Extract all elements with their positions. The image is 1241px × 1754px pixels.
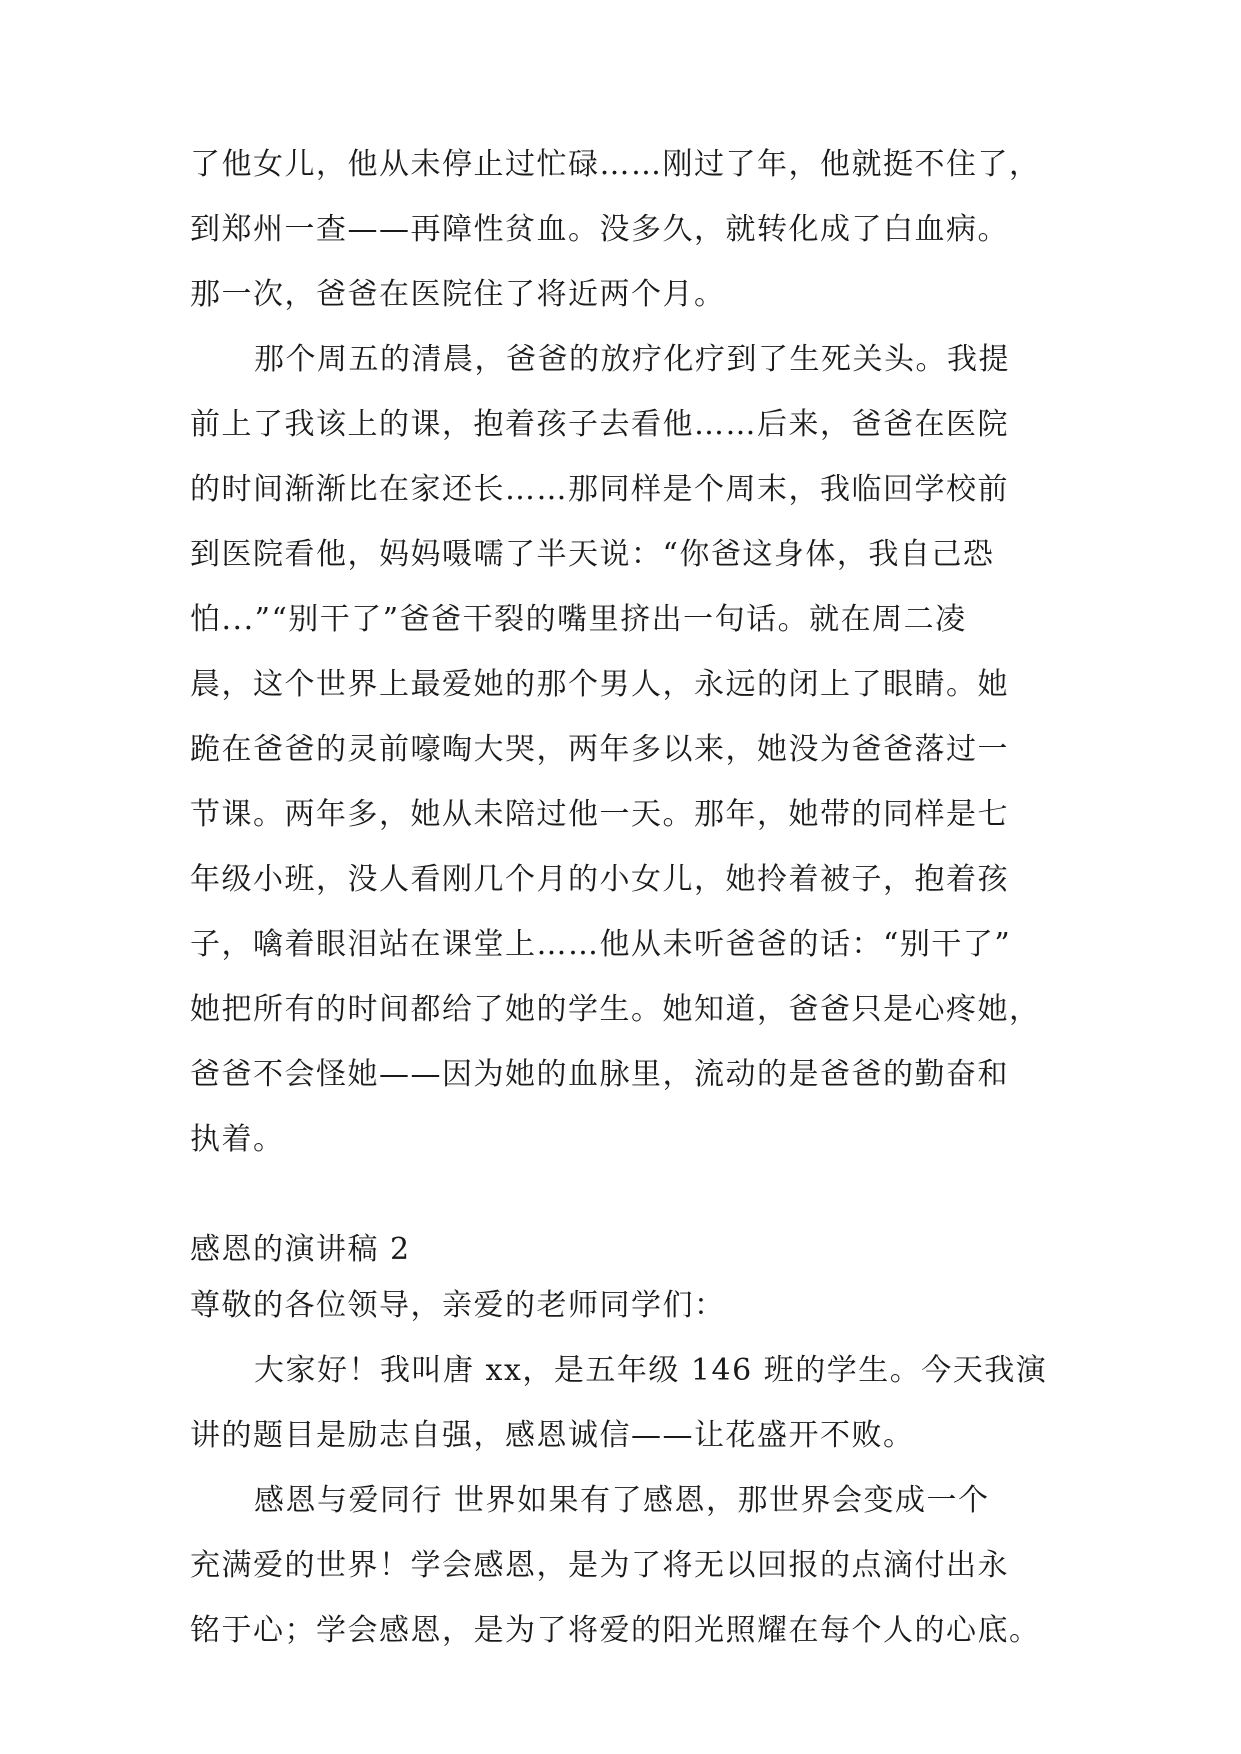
body-line: 子，噙着眼泪站在课堂上……他从未听爸爸的话：“别干了” xyxy=(190,927,1012,962)
body-line: 了他女儿，他从未停止过忙碌……刚过了年，他就挺不住了， xyxy=(190,147,1041,182)
section-gap xyxy=(190,1188,1070,1233)
section-title: 感恩的演讲稿 2 xyxy=(190,1232,411,1267)
body-line: 执着。 xyxy=(190,1122,285,1157)
body-line: 年级小班，没人看刚几个月的小女儿，她拎着被子，抱着孩 xyxy=(190,862,1009,897)
body-line: 铭于心；学会感恩，是为了将爱的阳光照耀在每个人的心底。 xyxy=(190,1613,1041,1648)
body-line: 她把所有的时间都给了她的学生。她知道，爸爸只是心疼她， xyxy=(190,992,1041,1027)
body-line: 怕...”“别干了”爸爸干裂的嘴里挤出一句话。就在周二凌 xyxy=(190,602,967,637)
body-line: 那一次，爸爸在医院住了将近两个月。 xyxy=(190,277,726,312)
body-line: 前上了我该上的课，抱着孩子去看他……后来，爸爸在医院 xyxy=(190,407,1009,442)
body-line: 讲的题目是励志自强，感恩诚信——让花盛开不败。 xyxy=(190,1418,915,1453)
body-line: 晨，这个世界上最爱她的那个男人，永远的闭上了眼睛。她 xyxy=(190,667,1009,702)
paragraph-start-line: 感恩与爱同行 世界如果有了感恩，那世界会变成一个 xyxy=(254,1483,990,1518)
body-line: 到郑州一查——再障性贫血。没多久，就转化成了白血病。 xyxy=(190,212,1009,247)
body-line: 的时间渐渐比在家还长……那同样是个周末，我临回学校前 xyxy=(190,472,1009,507)
document-page xyxy=(190,148,1070,1679)
body-line: 节课。两年多，她从未陪过他一天。那年，她带的同样是七 xyxy=(190,797,1009,832)
body-line: 充满爱的世界！学会感恩，是为了将无以回报的点滴付出永 xyxy=(190,1548,1009,1583)
body-line: 到医院看他，妈妈嗫嚅了半天说：“你爸这身体，我自己恐 xyxy=(190,537,995,572)
salutation: 尊敬的各位领导，亲爱的老师同学们： xyxy=(190,1288,726,1323)
body-line: 爸爸不会怪她——因为她的血脉里，流动的是爸爸的勤奋和 xyxy=(190,1057,1009,1092)
body-line: 跪在爸爸的灵前嚎啕大哭，两年多以来，她没为爸爸落过一 xyxy=(190,732,1009,767)
paragraph-start-line: 那个周五的清晨，爸爸的放疗化疗到了生死关头。我提 xyxy=(254,342,1010,377)
paragraph-start-line: 大家好！我叫唐 xx，是五年级 146 班的学生。今天我演 xyxy=(254,1353,1048,1388)
